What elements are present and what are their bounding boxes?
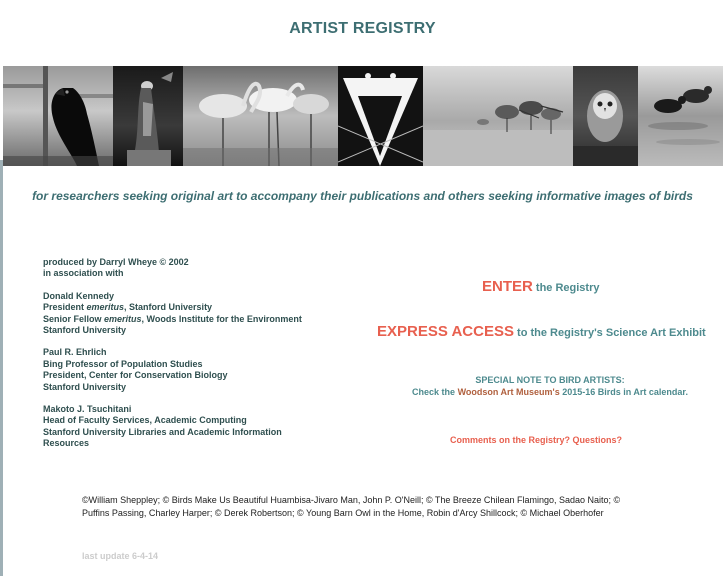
credits-block	[43, 257, 323, 450]
person-title-line: Head of Faculty Services, Academic Computing	[43, 415, 247, 426]
produced-by-text: produced by Darryl Wheye © 2002	[43, 257, 189, 267]
owl-image	[573, 66, 638, 166]
museum-link[interactable]: Woodson Art Museum's	[457, 386, 560, 397]
shorebirds-image	[423, 66, 573, 166]
person-title-line: Bing Professor of Population Studies	[43, 358, 203, 369]
express-access-link[interactable]	[377, 323, 706, 341]
person-title-line: President, Center for Conservation Biology	[43, 370, 228, 381]
person-affiliation: Stanford University	[43, 381, 127, 392]
artist-note	[330, 375, 725, 398]
person-name: Makoto J. Tsuchitani	[43, 404, 132, 415]
note-heading: SPECIAL NOTE TO BIRD ARTISTS:	[475, 375, 625, 385]
bird-art-banner	[3, 66, 723, 166]
comments-link[interactable]: Comments on the Registry? Questions?	[450, 435, 623, 445]
ducks-image	[638, 66, 723, 166]
person-affiliation: Stanford University	[43, 325, 127, 336]
enter-link-suffix[interactable]: the Registry	[532, 282, 600, 294]
page-tagline: for researchers seeking original art to accompany their publications and others seeking informative images of birds	[32, 189, 693, 203]
person-title-line: President emeritus, Stanford University	[43, 302, 213, 313]
person-name: Donald Kennedy	[43, 290, 115, 301]
flamingo-image	[183, 66, 338, 166]
enter-registry-link[interactable]	[482, 278, 599, 296]
enter-link-label[interactable]: ENTER	[482, 278, 533, 295]
express-link-suffix[interactable]: to the Registry's Science Art Exhibit	[514, 327, 706, 339]
person-title-line: Senior Fellow emeritus, Woods Institute for the Environment	[43, 313, 302, 324]
person-title-line: Stanford University Libraries and Academic Information	[43, 426, 282, 437]
person-name: Paul R. Ehrlich	[43, 347, 107, 358]
note-body: Check the Woodson Art Museum's 2015-16 Birds in Art calendar.	[412, 386, 688, 397]
puffins-image	[338, 66, 423, 166]
raven-image	[3, 66, 113, 166]
association-text: in association with	[43, 268, 124, 279]
grebe-image	[113, 66, 183, 166]
person-affiliation: Resources	[43, 438, 90, 449]
page-title: ARTIST REGISTRY	[289, 20, 436, 37]
left-border-rule	[0, 160, 3, 576]
last-update-text: last update 6-4-14	[82, 551, 159, 561]
photo-credits: ©William Sheppley; © Birds Make Us Beautiful Huambisa-Jivaro Man, John P. O'Neill; © The Breeze Chilean Flamingo, Sadao Naito; © Puffins Passing, Charley Harper; © Derek Robertson; © Young Barn Owl in the Home, Robin d'Arcy Shillcock; © Michael Oberhofer	[82, 495, 621, 518]
express-link-label[interactable]: EXPRESS ACCESS	[377, 323, 514, 340]
